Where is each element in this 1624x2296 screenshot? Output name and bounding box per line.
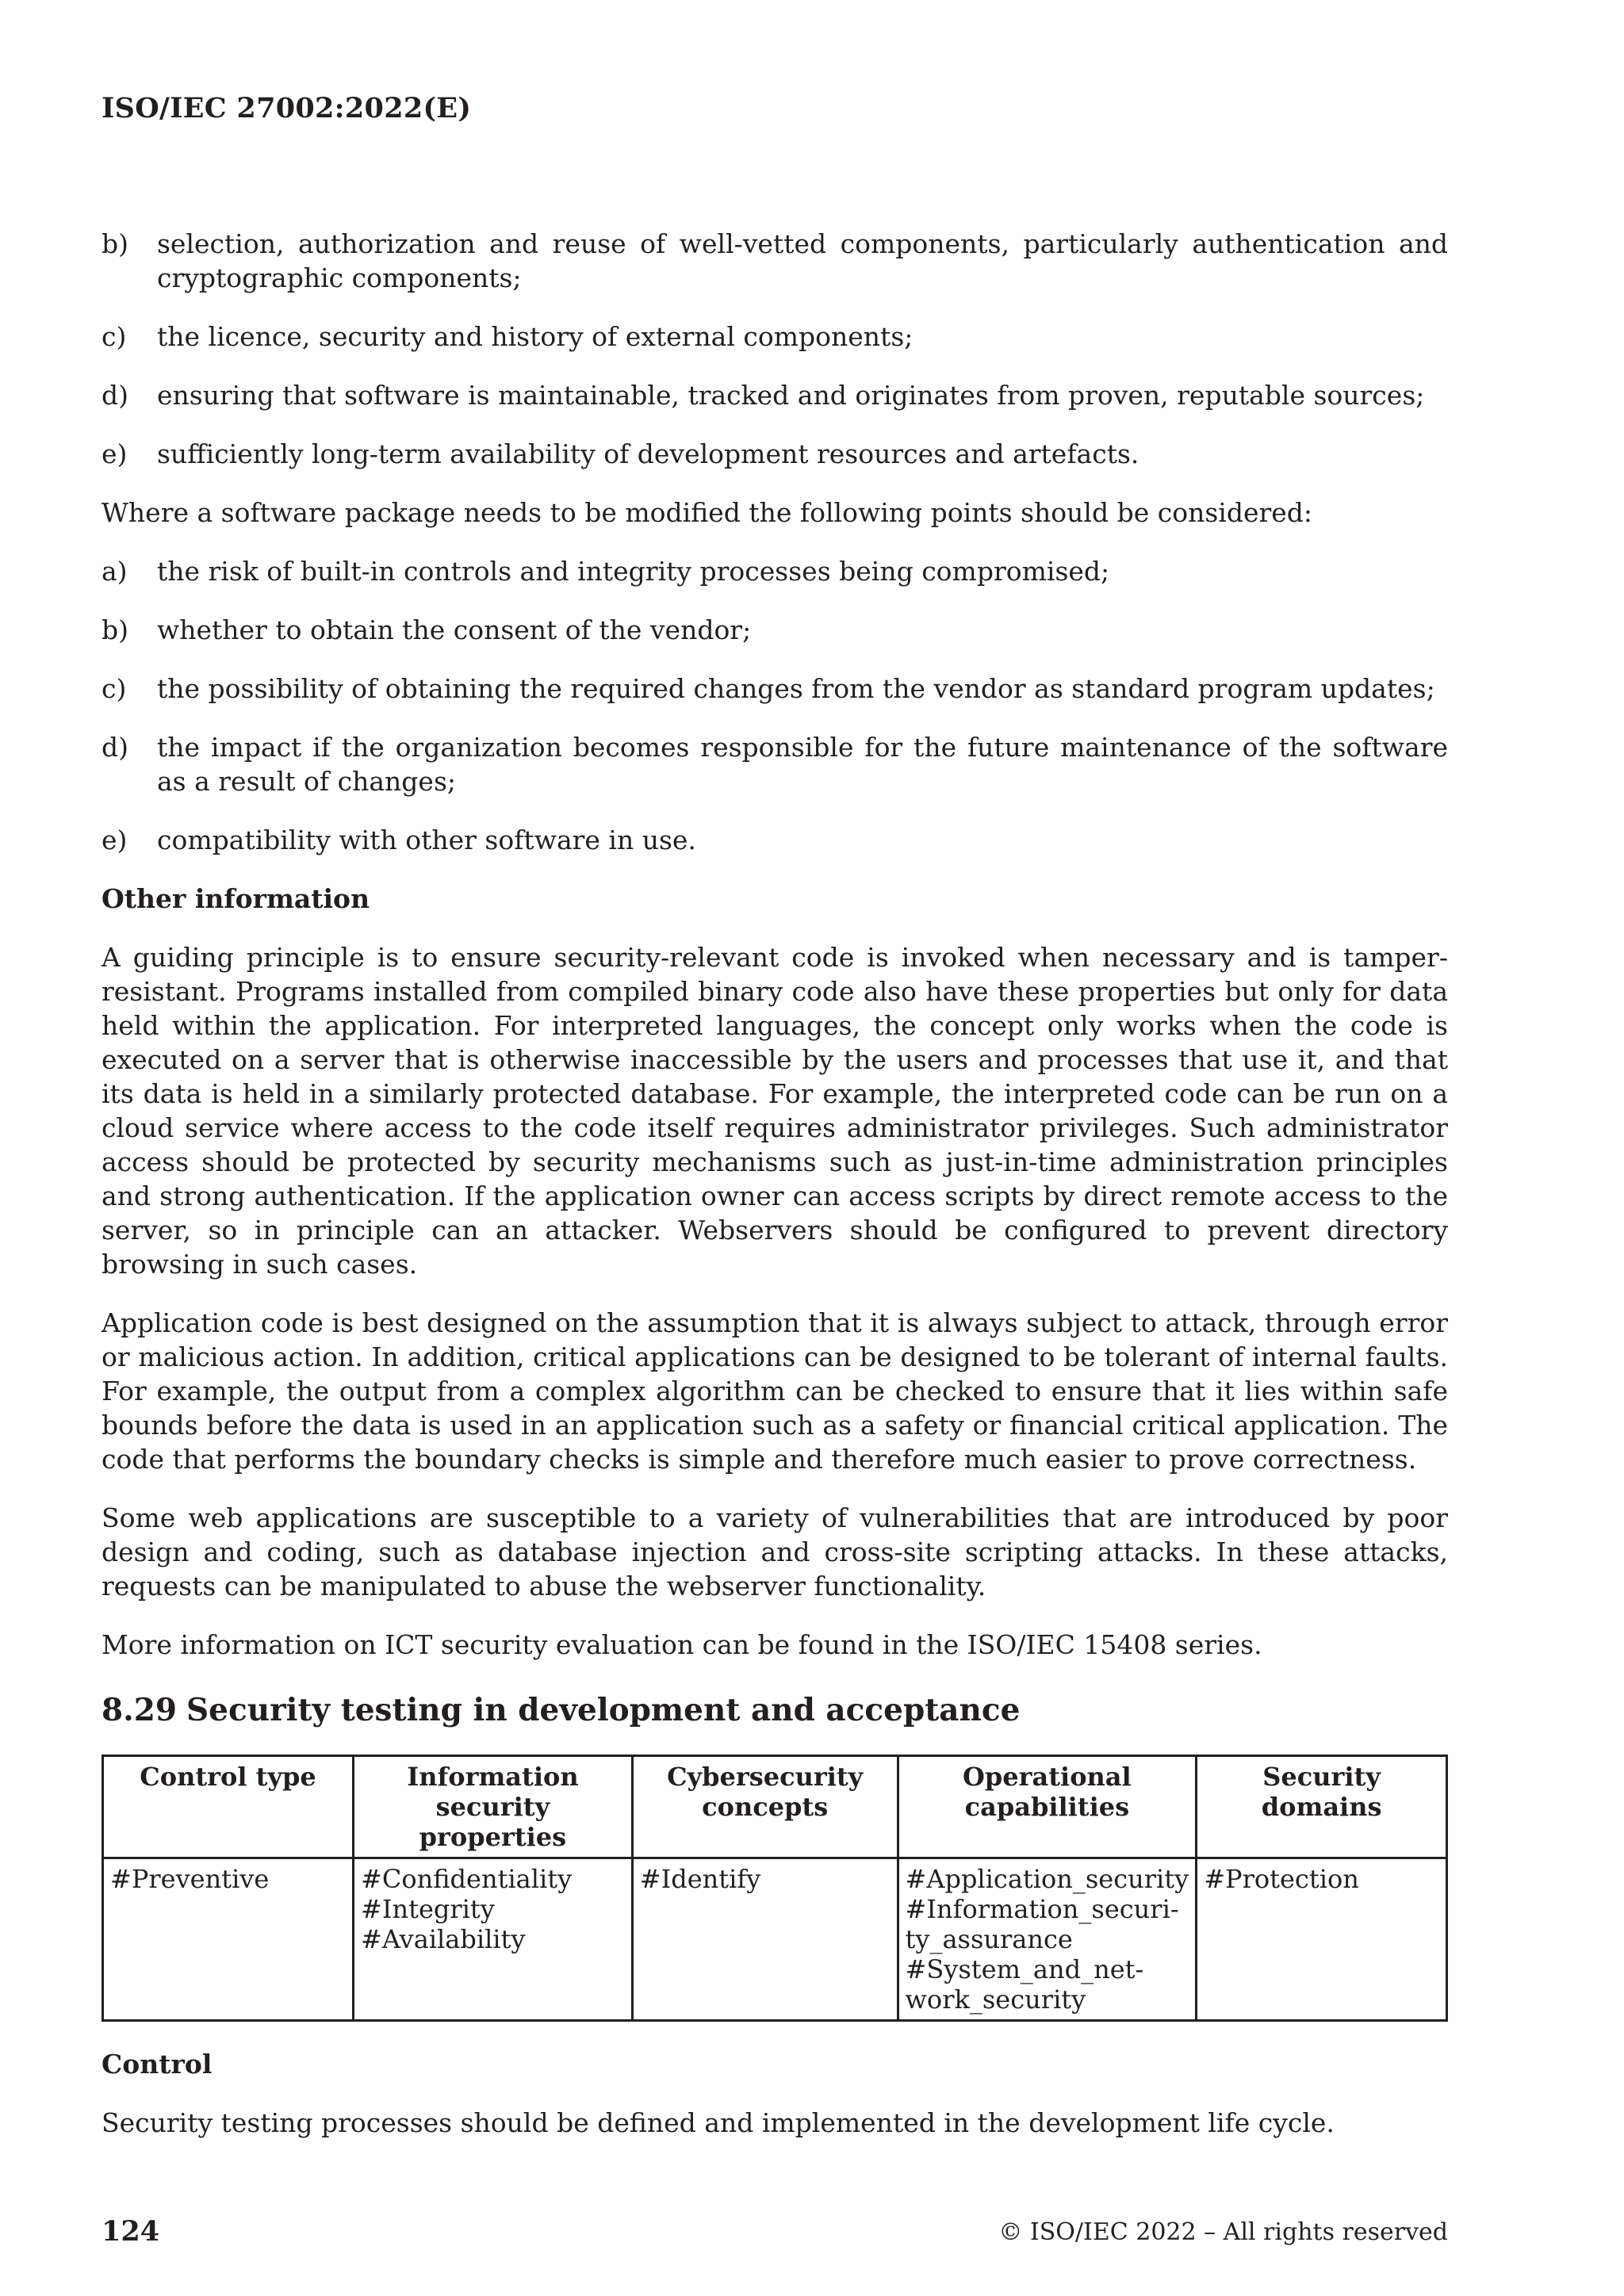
attribute-value: #System_and_net- <box>905 1954 1144 1984</box>
development-considerations-list <box>102 227 1448 471</box>
list-marker: c) <box>102 321 127 352</box>
modification-intro-paragraph: Where a software package needs to be modified the following points should be considered: <box>102 497 1313 528</box>
attribute-value: #Identify <box>639 1864 761 1894</box>
document-page <box>102 0 1448 2296</box>
attribute-value: #Integrity <box>361 1894 495 1924</box>
attribute-value: ty_assurance <box>905 1924 1073 1954</box>
list-item <box>102 672 1448 706</box>
column-header: Security domains <box>1197 1756 1447 1858</box>
column-header: Cybersecurity concepts <box>632 1756 898 1858</box>
column-header: Operational capabilities <box>898 1756 1197 1858</box>
attribute-value: #Application_security <box>905 1864 1189 1894</box>
list-item-text: the risk of built-in controls and integrity processes being compromised; <box>157 556 1110 587</box>
list-item <box>102 437 1448 471</box>
section-number: 8.29 <box>102 1692 177 1728</box>
other-information-heading: Other information <box>102 883 370 914</box>
table-cell <box>632 1858 898 2021</box>
other-info-paragraph: Some web applications are susceptible to a variety of vulnerabilities that are introduced by poor design and coding, such as database injection and cross-site scripting attacks. In these attacks, requests can be manipulated to abuse the webserver functionality. <box>102 1502 1448 1601</box>
other-info-paragraph: More information on ICT security evaluation can be found in the ISO/IEC 15408 series. <box>102 1629 1262 1660</box>
section-title: Security testing in development and acceptance <box>186 1692 1021 1728</box>
list-marker: e) <box>102 825 128 855</box>
list-marker: d) <box>102 380 128 411</box>
list-item-text: ensuring that software is maintainable, tracked and originates from proven, reputable sources; <box>157 380 1425 411</box>
attributes-table <box>102 1755 1448 2022</box>
list-item-text: the licence, security and history of external components; <box>157 321 914 352</box>
attribute-value: #Information_securi- <box>905 1894 1179 1924</box>
list-item <box>102 227 1448 295</box>
list-marker: b) <box>102 228 128 259</box>
column-header: Control type <box>103 1756 354 1858</box>
table-cell <box>1197 1858 1447 2021</box>
modification-points-list <box>102 554 1448 857</box>
column-header: Information security properties <box>354 1756 633 1858</box>
list-item-text: compatibility with other software in use. <box>157 825 696 855</box>
list-item <box>102 554 1448 588</box>
attribute-value: work_security <box>905 1984 1086 2015</box>
table-cell <box>354 1858 633 2021</box>
list-marker: d) <box>102 732 128 763</box>
control-heading: Control <box>102 2049 213 2080</box>
list-item <box>102 378 1448 412</box>
list-item <box>102 613 1448 647</box>
other-info-paragraph: Application code is best designed on the assumption that it is always subject to attack, through error or malicious action. In addition, critical applications can be designed to be tolerant of internal faults. For example, the output from a complex algorithm can be checked to ensure that it lies within safe bounds before the data is used in an application such as a safety or financial critical application. The code that performs the boundary checks is simple and therefore much easier to prove correctness. <box>102 1307 1448 1475</box>
list-item <box>102 823 1448 857</box>
body-text <box>102 227 1448 2164</box>
copyright-notice: © ISO/IEC 2022 – All rights reserved <box>998 2218 1448 2246</box>
list-item-text: sufficiently long-term availability of development resources and artefacts. <box>157 438 1139 469</box>
list-item <box>102 320 1448 354</box>
list-item-text: selection, authorization and reuse of well-vetted components, particularly authentication and cryptographic components; <box>157 228 1448 293</box>
list-marker: b) <box>102 614 128 645</box>
other-info-paragraph: A guiding principle is to ensure security-relevant code is invoked when necessary and is tamper-resistant. Programs installed from compiled binary code also have these properties but only for data held within the application. For interpreted languages, the concept only works when the code is executed on a server that is otherwise inaccessible by the users and processes that use it, and that its data is held in a similarly protected database. For example, the interpreted code can be run on a cloud service where access to the code itself requires administrator privileges. Such administrator access should be protected by security mechanisms such as just-in-time administration principles and strong authentication. If the application owner can access scripts by direct remote access to the server, so in principle can an attacker. Webservers should be configured to prevent directory browsing in such cases. <box>102 942 1448 1280</box>
list-item <box>102 730 1448 798</box>
table-cell <box>898 1858 1197 2021</box>
attribute-value: #Preventive <box>110 1864 270 1894</box>
control-text: Security testing processes should be defined and implemented in the development life cycle. <box>102 2107 1335 2138</box>
attribute-value: #Availability <box>361 1924 526 1954</box>
table-cell <box>103 1858 354 2021</box>
list-marker: a) <box>102 556 128 587</box>
list-item-text: whether to obtain the consent of the vendor; <box>157 614 752 645</box>
section-heading <box>102 1693 1448 1728</box>
list-item-text: the impact if the organization becomes responsible for the future maintenance of the software as a result of changes; <box>157 732 1448 797</box>
document-id-header: ISO/IEC 27002:2022(E) <box>102 92 472 124</box>
table-header-row <box>103 1756 1447 1858</box>
attribute-value: #Confidentiality <box>361 1864 573 1894</box>
page-number: 124 <box>102 2215 160 2248</box>
attribute-value: #Protection <box>1204 1864 1359 1894</box>
list-item-text: the possibility of obtaining the required changes from the vendor as standard program updates; <box>157 673 1435 704</box>
table-row <box>103 1858 1447 2021</box>
list-marker: e) <box>102 438 128 469</box>
list-marker: c) <box>102 673 127 704</box>
